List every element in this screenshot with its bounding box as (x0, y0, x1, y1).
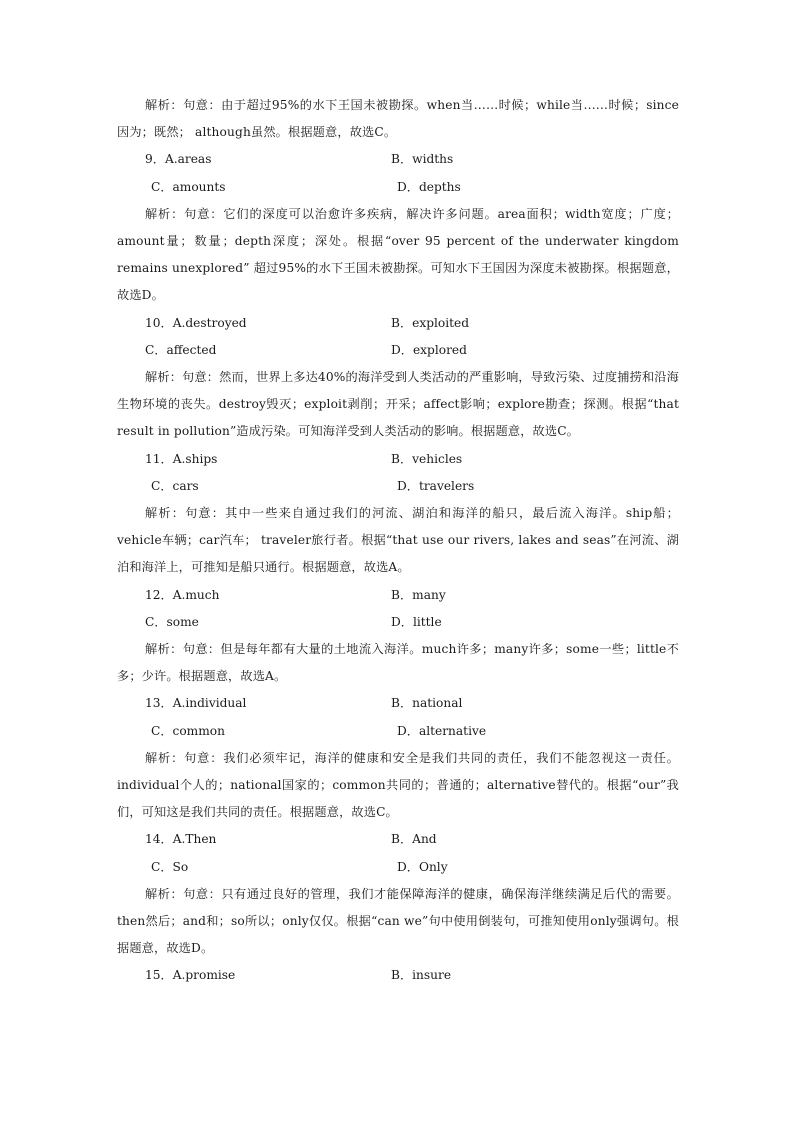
explanation-paragraph: 解析：句意：它们的深度可以治愈许多疾病，解决许多问题。area面积；width宽度；广度；amount量；数量；depth深度；深处。根据“over 95 percent of the underwater kingdom remains unexplored” 超过95%的水下王国未被勘探。可知水下王国因为深度未被勘探。根据题意，故选D。 (117, 206, 679, 303)
explanation-paragraph: 解析：句意：我们必须牢记，海洋的健康和安全是我们共同的责任，我们不能忽视这一责任。individual个人的；national国家的；common共同的；普通的；alternative替代的。根据“our”我们，可知这是我们共同的责任。根据题意，故选C。 (117, 750, 679, 820)
option-right: B．exploited (391, 315, 470, 330)
option-left: 15．A.promise (145, 968, 236, 983)
explanation-paragraph: 解析：句意：其中一些来自通过我们的河流、湖泊和海洋的船只，最后流入海洋。ship船；vehicle车辆；car汽车； traveler旅行者。根据“that use our rivers, lakes and seas”在河流、湖泊和海洋上，可推知是船只通行。根据题意，故选A。 (117, 505, 679, 575)
option-left: 9．A.areas (145, 152, 212, 167)
explanation-paragraph: 解析：句意：然而，世界上多达40%的海洋受到人类活动的严重影响，导致污染、过度捕捞和沿海生物环境的丧失。destroy毁灭；exploit剥削；开采；affect影响；explore勘查；探测。根据“that result in pollution”造成污染。可知海洋受到人类活动的影响。根据题意，故选C。 (117, 369, 679, 439)
options-row (117, 310, 679, 337)
option-left: 10．A.destroyed (145, 315, 247, 330)
option-right: B．vehicles (391, 451, 463, 466)
option-right: B．many (391, 587, 446, 602)
option-right: B．insure (391, 968, 452, 983)
option-right: B．widths (391, 152, 454, 167)
explanation-paragraph: 解析：句意：由于超过95%的水下王国未被勘探。when当……时候；while当……时候；since因为；既然； although虽然。根据题意，故选C。 (117, 98, 679, 140)
options-row (117, 826, 679, 853)
option-left: 11．A.ships (145, 451, 218, 466)
option-left: C．So (151, 859, 189, 874)
option-right: D．explored (391, 342, 467, 357)
document-page (117, 92, 679, 990)
option-right: B．And (391, 832, 437, 847)
option-left: 13．A.individual (145, 696, 247, 711)
options-row (117, 146, 679, 173)
options-row (117, 582, 679, 609)
options-row (117, 174, 679, 201)
option-left: 12．A.much (145, 587, 220, 602)
option-right: B．national (391, 696, 463, 711)
explanation-paragraph: 解析：句意：但是每年都有大量的土地流入海洋。much许多；many许多；some一些；little不多；少许。根据题意，故选A。 (117, 641, 679, 684)
options-row (117, 446, 679, 473)
options-row (117, 609, 679, 636)
option-right: D．little (391, 614, 442, 629)
option-left: C．cars (151, 478, 199, 493)
options-row (117, 337, 679, 364)
options-row (117, 854, 679, 881)
option-left: 14．A.Then (145, 832, 217, 847)
options-row (117, 690, 679, 717)
option-right: D．travelers (397, 478, 475, 493)
options-row (117, 473, 679, 500)
options-row (117, 718, 679, 745)
option-left: C．some (145, 614, 199, 629)
options-row (117, 962, 679, 989)
option-left: C．amounts (151, 179, 226, 194)
option-left: C．affected (145, 342, 217, 357)
option-right: D．Only (397, 859, 448, 874)
option-right: D．alternative (397, 723, 487, 738)
option-left: C．common (151, 723, 225, 738)
explanation-paragraph: 解析：句意：只有通过良好的管理，我们才能保障海洋的健康，确保海洋继续满足后代的需要。then然后；and和；so所以；only仅仅。根据“can we”句中使用倒装句，可推知使用only强调句。根据题意，故选D。 (117, 886, 679, 956)
option-right: D．depths (397, 179, 461, 194)
